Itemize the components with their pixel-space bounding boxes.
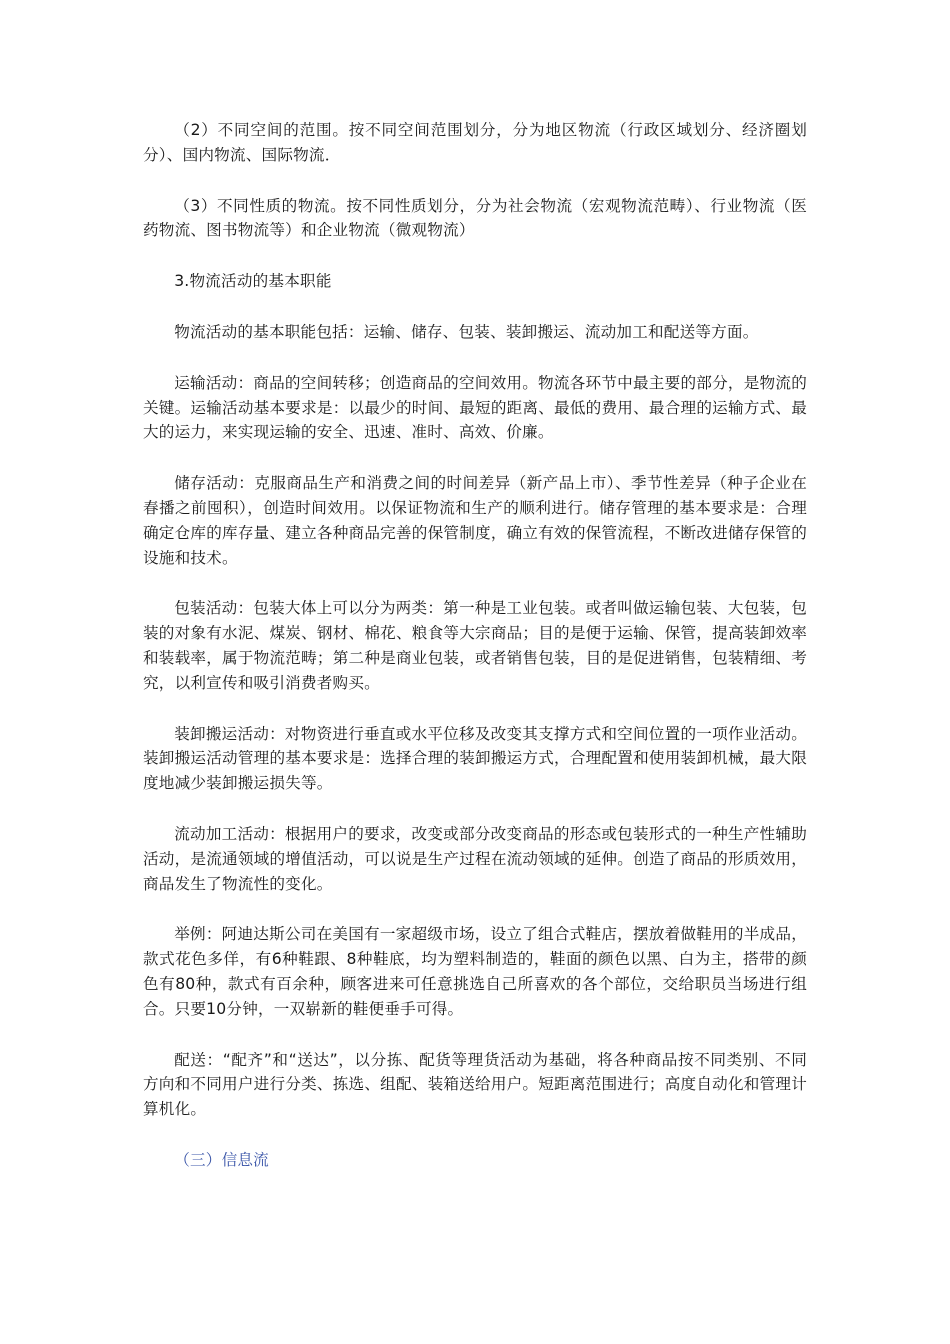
paragraph-packaging: 包装活动：包装大体上可以分为两类：第一种是工业包装。或者叫做运输包装、大包装，包装的对象有水泥、煤炭、钢材、棉花、粮食等大宗商品；目的是便于运输、保管，提高装卸效率和装载率，属于物流范畴；第二种是商业包装，或者销售包装，目的是促进销售，包装精细、考究，以利宣传和吸引消费者购买。	[143, 599, 807, 692]
subheading-basic-functions: 3.物流活动的基本职能	[174, 272, 332, 291]
paragraph-example: 举例：阿迪达斯公司在美国有一家超级市场，设立了组合式鞋店，摆放着做鞋用的半成品，款式花色多佯，有6种鞋跟、8种鞋底，均为塑料制造的，鞋面的颜色以黑、白为主，搭带的颜色有80种，款式有百余种，顾客进来可任意挑选自己所喜欢的各个部位，交给职员当场进行组合。只要10分钟，一双崭新的鞋便垂手可得。	[143, 925, 807, 1018]
paragraph-distribution: 配送：“配齐”和“送达”，以分拣、配货等理货活动为基础，将各种商品按不同类别、不同方向和不同用户进行分类、拣选、组配、装箱送给用户。短距离范围进行；高度自动化和管理计算机化。	[143, 1050, 807, 1119]
paragraph-processing: 流动加工活动：根据用户的要求，改变或部分改变商品的形态或包装形式的一种生产性辅助活动，是流通领域的增值活动，可以说是生产过程在流动领域的延伸。创造了商品的形质效用，商品发生了物流性的变化。	[143, 824, 807, 893]
paragraph-handling: 装卸搬运活动：对物资进行垂直或水平位移及改变其支撑方式和空间位置的一项作业活动。装卸搬运活动管理的基本要求是：选择合理的装卸搬运方式，合理配置和使用装卸机械，最大限度地减少装卸搬运损失等。	[143, 724, 807, 793]
paragraph-nature-types: （3）不同性质的物流。按不同性质划分，分为社会物流（宏观物流范畴）、行业物流（医药物流、图书物流等）和企业物流（微观物流）	[143, 196, 807, 240]
paragraph-functions-overview: 物流活动的基本职能包括：运输、储存、包装、装卸搬运、流动加工和配送等方面。	[174, 322, 759, 341]
paragraph-storage: 储存活动：克服商品生产和消费之间的时间差异（新产品上市）、季节性差异（种子企业在春播之前囤积），创造时间效用。以保证物流和生产的顺利进行。储存管理的基本要求是：合理确定仓库的库存量、建立各种商品完善的保管制度，确立有效的保管流程，不断改进储存保管的设施和技术。	[143, 474, 807, 567]
paragraph-transport: 运输活动：商品的空间转移；创造商品的空间效用。物流各环节中最主要的部分，是物流的关键。运输活动基本要求是：以最少的时间、最短的距离、最低的费用、最合理的运输方式、最大的运力，来实现运输的安全、迅速、准时、高效、价廉。	[143, 373, 807, 442]
paragraph-spatial-range: （2）不同空间的范围。按不同空间范围划分，分为地区物流（行政区域划分、经济圈划分）、国内物流、国际物流．	[143, 121, 807, 164]
section-heading-information-flow: （三）信息流	[174, 1150, 269, 1169]
document-body	[143, 118, 807, 1199]
